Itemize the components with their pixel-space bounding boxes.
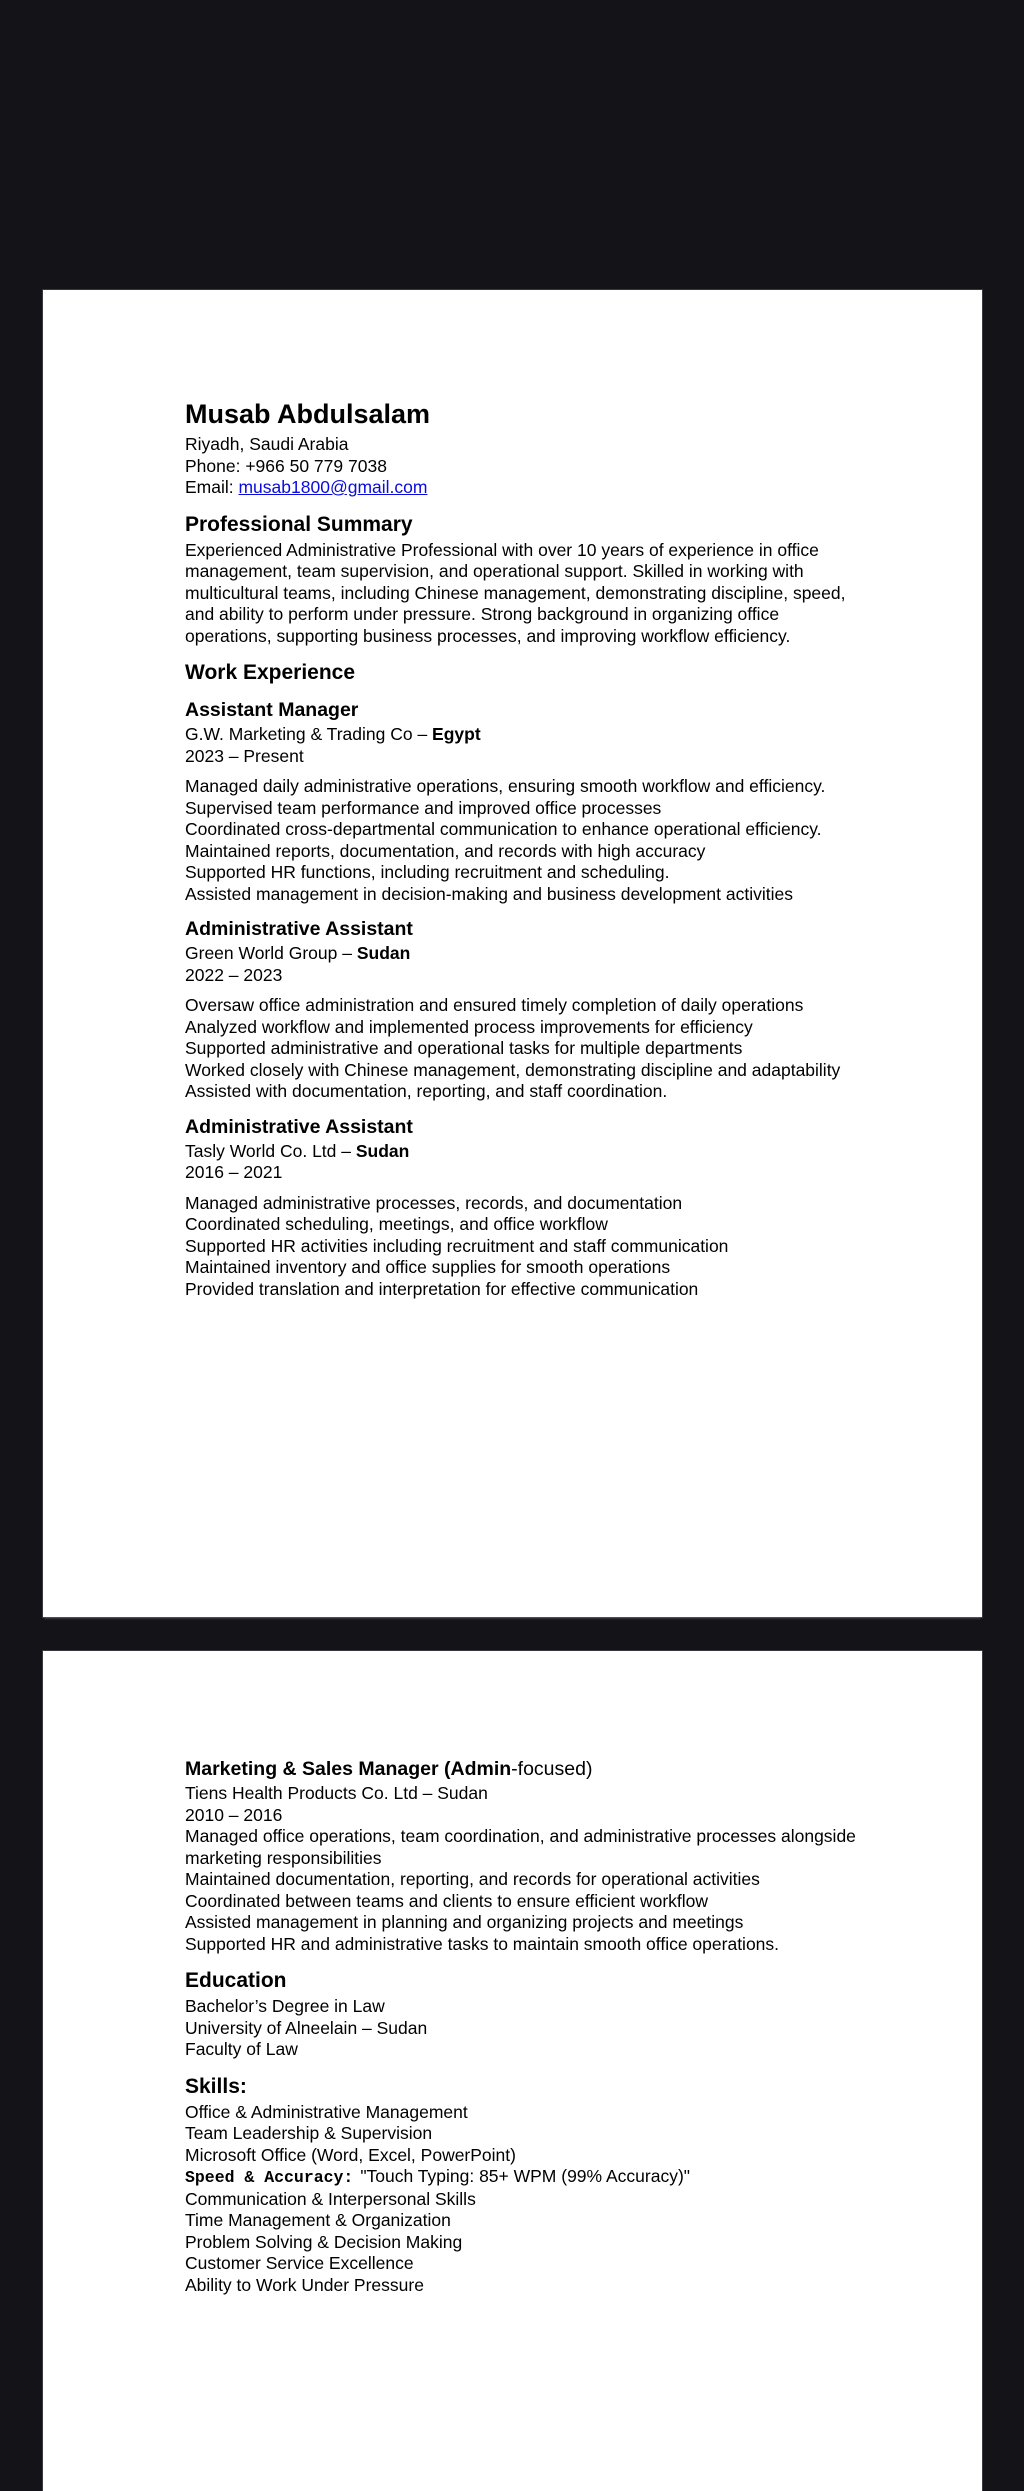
email-link[interactable]: musab1800@gmail.com <box>238 477 428 497</box>
bullet-line: Managed administrative processes, records, and documentation <box>185 1192 683 1213</box>
job-title-regular: -focused) <box>511 1758 593 1780</box>
job-dates: 2022 – 2023 <box>185 964 283 985</box>
skill-line-speed-accuracy <box>185 2166 864 2189</box>
company-country: Sudan <box>355 1140 410 1161</box>
skill-line: Communication & Interpersonal Skills <box>185 2188 476 2209</box>
bullet-line: Analyzed workflow and implemented process improvements for efficiency <box>185 1016 753 1037</box>
bullet-line: Managed office operations, team coordination, and administrative processes alongside marketing responsibilities <box>185 1826 856 1868</box>
education-faculty: Faculty of Law <box>185 2039 298 2059</box>
skill-line: Time Management & Organization <box>185 2210 451 2230</box>
job-title: Assistant Manager <box>185 699 359 721</box>
bullet-line: Supported HR and administrative tasks to maintain smooth office operations. <box>185 1933 780 1954</box>
job-dates: 2010 – 2016 <box>185 1804 283 1825</box>
bullet-line: Supported administrative and operational tasks for multiple departments <box>185 1038 743 1058</box>
bullet-line: Coordinated between teams and clients to ensure efficient workflow <box>185 1890 709 1911</box>
bullet-line: Maintained documentation, reporting, and records for operational activities <box>185 1869 760 1889</box>
bullet-line: Supported HR activities including recruitment and staff communication <box>185 1235 729 1256</box>
location-line: Riyadh, Saudi Arabia <box>185 434 349 454</box>
job-title: Administrative Assistant <box>185 1115 413 1138</box>
skill-line: Ability to Work Under Pressure <box>185 2274 424 2295</box>
company-country: Sudan <box>356 943 411 963</box>
bullet-line: Assisted management in decision-making and business development activities <box>185 883 793 904</box>
job-title <box>185 1757 864 1781</box>
bullet-line: Assisted with documentation, reporting, and staff coordination. <box>185 1081 668 1101</box>
company-name: Tasly World Co. Ltd – <box>185 1140 356 1161</box>
company-name: Green World Group – <box>185 943 357 963</box>
job-bullets <box>185 776 864 905</box>
page-2-content <box>43 1651 982 2296</box>
skill-line: Office & Administrative Management <box>185 2101 468 2122</box>
resume-page-1 <box>43 290 982 1617</box>
bullet-line: Maintained inventory and office supplies for smooth operations <box>185 1257 671 1277</box>
work-experience-heading: Work Experience <box>185 661 356 684</box>
skills-heading: Skills: <box>185 2074 247 2098</box>
email-line <box>185 477 864 499</box>
job-company: Tiens Health Products Co. Ltd – Sudan <box>185 1783 488 1803</box>
resume-page-2 <box>43 1651 982 2491</box>
job-bullets <box>185 1826 864 1955</box>
bullet-line: Assisted management in planning and organizing projects and meetings <box>185 1912 744 1932</box>
bullet-line: Supervised team performance and improved office processes <box>185 797 662 818</box>
job-entry <box>185 1757 864 1955</box>
job-bullets <box>185 995 864 1103</box>
education-heading: Education <box>185 1969 287 1992</box>
bullet-line: Worked closely with Chinese management, demonstrating discipline and adaptability <box>185 1059 841 1080</box>
bullet-line: Managed daily administrative operations, ensuring smooth workflow and efficiency. <box>185 776 826 796</box>
company-name: G.W. Marketing & Trading Co – <box>185 724 433 744</box>
skill-line: Microsoft Office (Word, Excel, PowerPoint) <box>185 2144 516 2165</box>
email-label: Email: <box>185 477 239 497</box>
phone-line <box>185 456 864 478</box>
job-entry <box>185 698 864 905</box>
job-bullets <box>185 1193 864 1301</box>
bullet-line: Maintained reports, documentation, and records with high accuracy <box>185 840 706 861</box>
job-dates: 2016 – 2021 <box>185 1162 283 1182</box>
skill-line: Team Leadership & Supervision <box>185 2123 433 2143</box>
job-company <box>185 1141 864 1163</box>
summary-text: Experienced Administrative Professional with over 10 years of experience in office management, team supervision, and operational support. Skilled in working with multicultural teams, including Chinese management, demonstrating discipline, speed, and ability to perform under pressure. Strong background in organizing office operations, supporting business processes, and improving workflow efficiency. <box>185 539 846 646</box>
job-entry <box>185 917 864 1103</box>
summary-heading: Professional Summary <box>185 512 413 536</box>
bullet-line: Provided translation and interpretation for effective communication <box>185 1278 699 1299</box>
bullet-line: Supported HR functions, including recruitment and scheduling. <box>185 862 670 882</box>
skill-line: Problem Solving & Decision Making <box>185 2231 463 2252</box>
candidate-name: Musab Abdulsalam <box>185 399 431 429</box>
speed-accuracy-value: "Touch Typing: 85+ WPM (99% Accuracy)" <box>360 2166 690 2186</box>
speed-accuracy-label: Speed & Accuracy: <box>185 2168 354 2187</box>
job-entry <box>185 1115 864 1301</box>
job-title-bold: Marketing & Sales Manager (Admin <box>185 1758 512 1780</box>
company-country: Egypt <box>432 724 481 744</box>
job-dates: 2023 – Present <box>185 745 304 766</box>
education-university: University of Alneelain – Sudan <box>185 2017 428 2038</box>
phone-number: +966 50 779 7038 <box>245 455 387 476</box>
job-company <box>185 724 864 746</box>
bullet-line: Oversaw office administration and ensured timely completion of daily operations <box>185 995 804 1015</box>
phone-label: Phone: <box>185 455 246 476</box>
job-company <box>185 943 864 965</box>
job-title: Administrative Assistant <box>185 918 413 940</box>
page-1-content <box>43 290 982 1300</box>
bullet-line: Coordinated scheduling, meetings, and office workflow <box>185 1214 608 1234</box>
education-degree: Bachelor’s Degree in Law <box>185 1996 385 2016</box>
skill-line: Customer Service Excellence <box>185 2253 414 2273</box>
bullet-line: Coordinated cross-departmental communication to enhance operational efficiency. <box>185 819 822 839</box>
